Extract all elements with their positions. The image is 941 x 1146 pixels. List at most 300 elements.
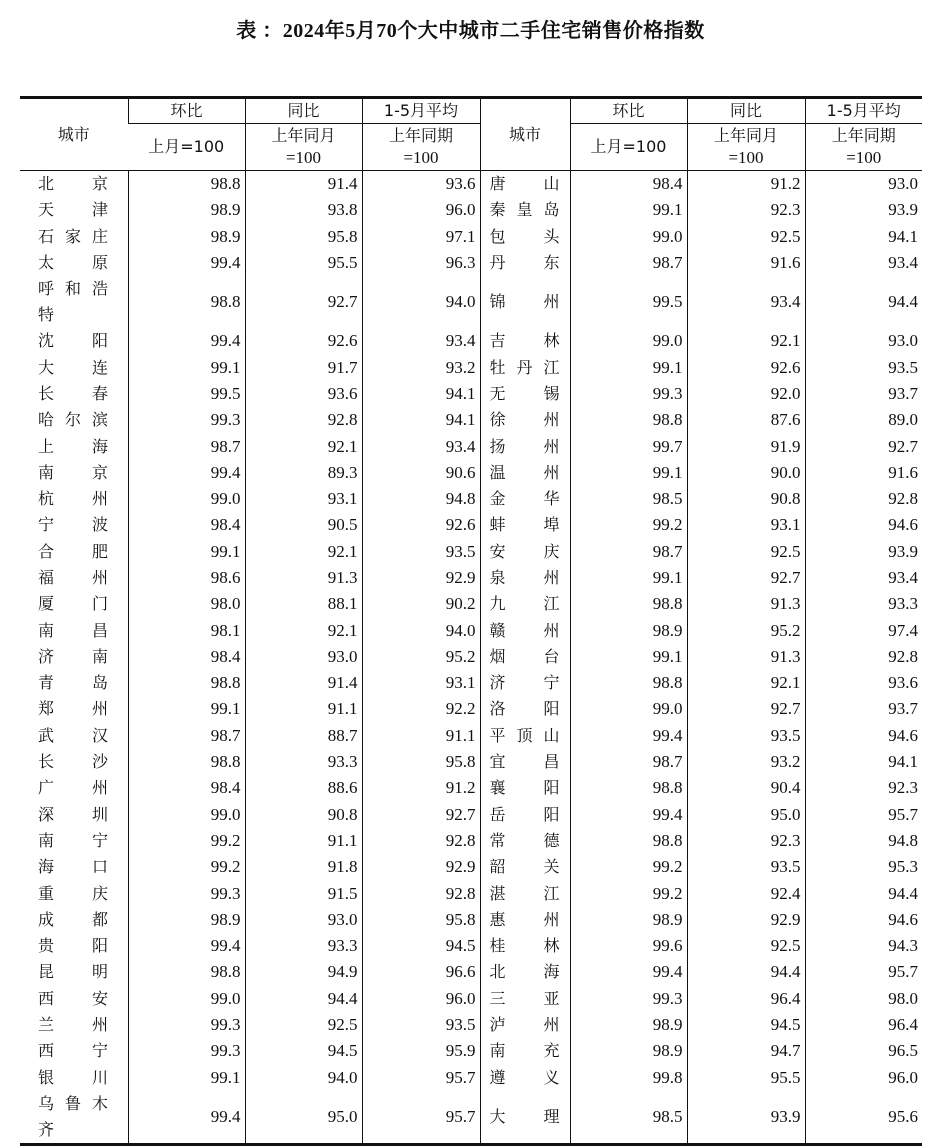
price-index-table	[20, 96, 922, 1146]
header-city-right: 城市	[480, 98, 570, 171]
avg-value: 94.6	[805, 723, 922, 749]
city-name: 上 海	[38, 436, 108, 456]
avg-value: 92.6	[362, 512, 480, 538]
yoy-value: 94.4	[687, 959, 805, 985]
mom-value: 99.0	[128, 486, 245, 512]
yoy-value: 95.0	[245, 1091, 362, 1145]
city-name: 常 德	[489, 830, 560, 850]
city-name-cell	[480, 197, 570, 223]
yoy-value: 92.5	[245, 1012, 362, 1038]
city-name-cell	[480, 381, 570, 407]
city-name: 徐 州	[489, 410, 560, 430]
city-name: 宜 昌	[489, 752, 560, 772]
avg-value: 93.9	[805, 197, 922, 223]
city-name-cell	[20, 591, 128, 617]
avg-value: 93.4	[805, 250, 922, 276]
yoy-value: 92.8	[245, 407, 362, 433]
mom-value: 98.7	[570, 539, 687, 565]
city-name-cell	[20, 907, 128, 933]
avg-value: 93.4	[362, 433, 480, 459]
avg-value: 95.7	[362, 1065, 480, 1091]
table-row	[20, 381, 922, 407]
yoy-value: 92.7	[245, 276, 362, 328]
city-name: 济 南	[38, 646, 108, 666]
city-name: 郑 州	[38, 699, 108, 719]
city-name: 南 充	[489, 1041, 560, 1061]
table-row	[20, 749, 922, 775]
yoy-value: 93.0	[245, 907, 362, 933]
city-name: 北 京	[38, 174, 108, 194]
city-name: 桂 林	[489, 936, 560, 956]
yoy-value: 92.5	[687, 933, 805, 959]
city-name: 温 州	[489, 462, 560, 482]
yoy-value: 94.9	[245, 959, 362, 985]
table-row	[20, 1012, 922, 1038]
table-row	[20, 328, 922, 354]
mom-value: 99.1	[570, 565, 687, 591]
mom-value: 99.0	[570, 696, 687, 722]
avg-value: 89.0	[805, 407, 922, 433]
yoy-value: 92.1	[687, 670, 805, 696]
city-name-cell	[480, 854, 570, 880]
avg-value: 95.3	[805, 854, 922, 880]
city-name-cell	[480, 802, 570, 828]
avg-value: 94.4	[805, 276, 922, 328]
yoy-value: 94.4	[245, 986, 362, 1012]
mom-value: 99.0	[570, 224, 687, 250]
city-name-cell	[480, 512, 570, 538]
city-name-cell	[20, 880, 128, 906]
mom-value: 99.2	[570, 512, 687, 538]
city-name: 贵 阳	[38, 936, 108, 956]
city-name-cell	[20, 381, 128, 407]
header-mom-base-right: 上月=100	[570, 124, 687, 171]
avg-value: 94.1	[805, 749, 922, 775]
city-name: 天 津	[38, 200, 108, 220]
mom-value: 98.9	[128, 224, 245, 250]
mom-value: 99.0	[570, 328, 687, 354]
yoy-value: 94.0	[245, 1065, 362, 1091]
table-row	[20, 617, 922, 643]
yoy-value: 93.3	[245, 933, 362, 959]
mom-value: 99.5	[128, 381, 245, 407]
yoy-value: 93.4	[687, 276, 805, 328]
city-name-cell	[480, 1065, 570, 1091]
avg-value: 95.7	[362, 1091, 480, 1145]
mom-value: 99.7	[570, 433, 687, 459]
avg-value: 92.8	[805, 486, 922, 512]
yoy-value: 95.8	[245, 224, 362, 250]
city-name-cell	[480, 276, 570, 328]
table-row	[20, 565, 922, 591]
yoy-value: 91.8	[245, 854, 362, 880]
yoy-value: 93.1	[245, 486, 362, 512]
city-name: 大 理	[489, 1106, 560, 1126]
city-name: 平 顶 山	[489, 725, 560, 745]
mom-value: 98.8	[570, 670, 687, 696]
city-name: 湛 江	[489, 883, 560, 903]
city-name-cell	[20, 775, 128, 801]
table-row	[20, 670, 922, 696]
mom-value: 99.1	[570, 644, 687, 670]
city-name: 吉 林	[489, 331, 560, 351]
yoy-value: 90.0	[687, 460, 805, 486]
city-name: 唐 山	[489, 174, 560, 194]
yoy-value: 95.0	[687, 802, 805, 828]
yoy-value: 91.4	[245, 670, 362, 696]
avg-value: 96.5	[805, 1038, 922, 1064]
table-row	[20, 1091, 922, 1145]
avg-value: 93.2	[362, 354, 480, 380]
avg-value: 92.3	[805, 775, 922, 801]
yoy-value: 92.1	[245, 539, 362, 565]
city-name-cell	[480, 171, 570, 198]
avg-value: 96.0	[362, 197, 480, 223]
avg-value: 93.4	[805, 565, 922, 591]
city-name: 洛 阳	[489, 699, 560, 719]
mom-value: 98.9	[570, 1038, 687, 1064]
city-name-cell	[20, 1038, 128, 1064]
yoy-value: 92.6	[245, 328, 362, 354]
city-name: 南 宁	[38, 830, 108, 850]
avg-value: 95.8	[362, 749, 480, 775]
mom-value: 99.3	[128, 1012, 245, 1038]
city-name: 安 庆	[489, 541, 560, 561]
city-name: 昆 明	[38, 962, 108, 982]
city-name: 杭 州	[38, 489, 108, 509]
mom-value: 99.1	[128, 696, 245, 722]
avg-value: 92.9	[362, 565, 480, 591]
mom-value: 98.9	[570, 1012, 687, 1038]
yoy-value: 91.7	[245, 354, 362, 380]
city-name-cell	[20, 171, 128, 198]
mom-value: 99.1	[570, 197, 687, 223]
city-name: 海 口	[38, 857, 108, 877]
mom-value: 98.8	[570, 407, 687, 433]
mom-value: 98.8	[570, 775, 687, 801]
city-name-cell	[480, 986, 570, 1012]
city-name-cell	[480, 723, 570, 749]
table-row	[20, 197, 922, 223]
table-row	[20, 539, 922, 565]
city-name-cell	[480, 828, 570, 854]
mom-value: 99.4	[570, 723, 687, 749]
table-row	[20, 512, 922, 538]
mom-value: 99.4	[128, 250, 245, 276]
mom-value: 99.8	[570, 1065, 687, 1091]
table-row	[20, 276, 922, 328]
city-name: 锦 州	[489, 292, 560, 312]
avg-value: 94.1	[362, 381, 480, 407]
avg-value: 96.0	[362, 986, 480, 1012]
avg-value: 93.5	[362, 539, 480, 565]
city-name-cell	[480, 591, 570, 617]
city-name-cell	[20, 460, 128, 486]
table-row	[20, 354, 922, 380]
table-row	[20, 696, 922, 722]
city-name: 西 宁	[38, 1041, 108, 1061]
city-name-cell	[20, 828, 128, 854]
avg-value: 95.9	[362, 1038, 480, 1064]
table-row	[20, 933, 922, 959]
avg-value: 93.3	[805, 591, 922, 617]
yoy-value: 92.7	[687, 565, 805, 591]
city-name-cell	[480, 696, 570, 722]
yoy-value: 92.4	[687, 880, 805, 906]
city-name-cell	[480, 933, 570, 959]
avg-value: 95.7	[805, 959, 922, 985]
city-name-cell	[480, 1012, 570, 1038]
header-yoy-right: 同比	[687, 98, 805, 124]
city-name-cell	[20, 197, 128, 223]
city-name: 武 汉	[38, 725, 108, 745]
yoy-value: 92.0	[687, 381, 805, 407]
avg-value: 91.1	[362, 723, 480, 749]
yoy-value: 88.7	[245, 723, 362, 749]
avg-value: 90.2	[362, 591, 480, 617]
header-yoy-base-left: 上年同月 =100	[245, 124, 362, 171]
mom-value: 98.6	[128, 565, 245, 591]
avg-value: 93.5	[805, 354, 922, 380]
city-name-cell	[20, 250, 128, 276]
mom-value: 98.7	[128, 723, 245, 749]
avg-value: 93.7	[805, 381, 922, 407]
table-row	[20, 986, 922, 1012]
mom-value: 98.9	[570, 907, 687, 933]
table-row	[20, 1065, 922, 1091]
table-row	[20, 171, 922, 198]
yoy-value: 88.1	[245, 591, 362, 617]
yoy-value: 91.4	[245, 171, 362, 198]
mom-value: 99.4	[128, 328, 245, 354]
avg-value: 94.5	[362, 933, 480, 959]
avg-value: 94.4	[805, 880, 922, 906]
yoy-value: 92.7	[687, 696, 805, 722]
avg-value: 93.4	[362, 328, 480, 354]
mom-value: 99.4	[570, 802, 687, 828]
table-body	[20, 171, 922, 1145]
table-row	[20, 907, 922, 933]
avg-value: 94.8	[805, 828, 922, 854]
city-name: 宁 波	[38, 515, 108, 535]
yoy-value: 93.8	[245, 197, 362, 223]
avg-value: 90.6	[362, 460, 480, 486]
yoy-value: 92.5	[687, 539, 805, 565]
city-name: 南 昌	[38, 620, 108, 640]
city-name-cell	[20, 512, 128, 538]
mom-value: 99.4	[128, 1091, 245, 1145]
yoy-value: 90.5	[245, 512, 362, 538]
city-name: 赣 州	[489, 620, 560, 640]
city-name: 西 安	[38, 988, 108, 1008]
mom-value: 98.5	[570, 1091, 687, 1145]
table-row	[20, 591, 922, 617]
mom-value: 98.7	[570, 749, 687, 775]
yoy-value: 95.5	[687, 1065, 805, 1091]
avg-value: 92.8	[362, 880, 480, 906]
avg-value: 93.5	[362, 1012, 480, 1038]
mom-value: 99.1	[128, 354, 245, 380]
mom-value: 98.8	[128, 959, 245, 985]
city-name: 沈 阳	[38, 331, 108, 351]
avg-value: 94.6	[805, 907, 922, 933]
city-name-cell	[20, 696, 128, 722]
header-mom-base-left: 上月=100	[128, 124, 245, 171]
yoy-value: 88.6	[245, 775, 362, 801]
yoy-value: 92.1	[245, 433, 362, 459]
avg-value: 98.0	[805, 986, 922, 1012]
mom-value: 99.3	[128, 1038, 245, 1064]
mom-value: 99.4	[128, 460, 245, 486]
mom-value: 98.4	[128, 644, 245, 670]
city-name-cell	[20, 539, 128, 565]
city-name: 牡 丹 江	[489, 357, 560, 377]
city-name: 银 川	[38, 1067, 108, 1087]
mom-value: 99.1	[128, 539, 245, 565]
mom-value: 98.1	[128, 617, 245, 643]
city-name-cell	[20, 854, 128, 880]
mom-value: 98.8	[128, 670, 245, 696]
city-name: 长 沙	[38, 752, 108, 772]
yoy-value: 92.3	[687, 828, 805, 854]
yoy-value: 87.6	[687, 407, 805, 433]
city-name-cell	[480, 433, 570, 459]
mom-value: 98.4	[128, 512, 245, 538]
city-name-cell	[20, 486, 128, 512]
header-mom-right: 环比	[570, 98, 687, 124]
header-avg-base-right: 上年同期 =100	[805, 124, 922, 171]
yoy-value: 91.5	[245, 880, 362, 906]
mom-value: 98.5	[570, 486, 687, 512]
city-name-cell	[20, 354, 128, 380]
city-name: 泉 州	[489, 568, 560, 587]
avg-value: 96.4	[805, 1012, 922, 1038]
avg-value: 97.4	[805, 617, 922, 643]
mom-value: 98.9	[570, 617, 687, 643]
city-name: 遵 义	[489, 1067, 560, 1087]
header-yoy-left: 同比	[245, 98, 362, 124]
city-name: 长 春	[38, 383, 108, 403]
city-name-cell	[480, 539, 570, 565]
city-name: 青 岛	[38, 673, 108, 693]
mom-value: 99.3	[570, 381, 687, 407]
avg-value: 93.9	[805, 539, 922, 565]
mom-value: 99.2	[128, 828, 245, 854]
table-row	[20, 802, 922, 828]
city-name-cell	[480, 250, 570, 276]
city-name-cell	[480, 959, 570, 985]
city-name: 秦 皇 岛	[489, 200, 560, 220]
city-name: 北 海	[489, 962, 560, 982]
avg-value: 94.0	[362, 617, 480, 643]
avg-value: 92.8	[805, 644, 922, 670]
avg-value: 93.0	[805, 328, 922, 354]
mom-value: 99.4	[128, 933, 245, 959]
yoy-value: 93.0	[245, 644, 362, 670]
mom-value: 99.2	[570, 854, 687, 880]
city-name-cell	[480, 328, 570, 354]
table-title: 表 ：2024年5月70个大中城市二手住宅销售价格指数	[236, 20, 705, 42]
mom-value: 99.3	[128, 880, 245, 906]
city-name-cell	[20, 644, 128, 670]
city-name-cell	[480, 565, 570, 591]
city-name-cell	[20, 1091, 128, 1145]
city-name: 韶 关	[489, 857, 560, 877]
city-name-cell	[480, 407, 570, 433]
header-avg-base-left: 上年同期 =100	[362, 124, 480, 171]
yoy-value: 95.2	[687, 617, 805, 643]
city-name: 泸 州	[489, 1015, 560, 1035]
table-row	[20, 433, 922, 459]
city-name-cell	[20, 433, 128, 459]
mom-value: 98.0	[128, 591, 245, 617]
city-name: 太 原	[38, 253, 108, 273]
city-name: 济 宁	[489, 673, 560, 693]
avg-value: 93.1	[362, 670, 480, 696]
yoy-value: 90.4	[687, 775, 805, 801]
yoy-value: 92.9	[687, 907, 805, 933]
city-name-cell	[480, 460, 570, 486]
mom-value: 98.8	[128, 276, 245, 328]
yoy-value: 92.6	[687, 354, 805, 380]
avg-value: 95.2	[362, 644, 480, 670]
yoy-value: 90.8	[687, 486, 805, 512]
header-avg-left: 1-5月平均	[362, 98, 480, 124]
mom-value: 98.4	[570, 171, 687, 198]
avg-value: 92.7	[805, 433, 922, 459]
yoy-value: 91.6	[687, 250, 805, 276]
city-name-cell	[20, 276, 128, 328]
mom-value: 99.3	[570, 986, 687, 1012]
city-name: 成 都	[38, 909, 108, 929]
city-name-cell	[20, 959, 128, 985]
city-name: 包 头	[489, 226, 560, 246]
city-name: 襄 阳	[489, 778, 560, 798]
mom-value: 99.1	[570, 460, 687, 486]
yoy-value: 96.4	[687, 986, 805, 1012]
mom-value: 98.8	[128, 749, 245, 775]
mom-value: 99.1	[128, 1065, 245, 1091]
yoy-value: 91.2	[687, 171, 805, 198]
yoy-value: 91.9	[687, 433, 805, 459]
yoy-value: 89.3	[245, 460, 362, 486]
mom-value: 99.2	[570, 880, 687, 906]
city-name: 乌 鲁 木 齐	[38, 1093, 108, 1139]
mom-value: 98.8	[128, 171, 245, 198]
city-name: 福 州	[38, 568, 108, 587]
city-name-cell	[480, 670, 570, 696]
city-name: 深 圳	[38, 804, 108, 824]
avg-value: 93.6	[362, 171, 480, 198]
city-name: 石 家 庄	[38, 226, 108, 246]
yoy-value: 90.8	[245, 802, 362, 828]
city-name: 厦 门	[38, 594, 108, 614]
city-name-cell	[480, 617, 570, 643]
mom-value: 98.7	[570, 250, 687, 276]
avg-value: 96.3	[362, 250, 480, 276]
city-name: 无 锡	[489, 383, 560, 403]
avg-value: 94.1	[805, 224, 922, 250]
city-name-cell	[480, 1038, 570, 1064]
city-name: 合 肥	[38, 541, 108, 561]
city-name-cell	[20, 933, 128, 959]
city-name: 哈 尔 滨	[38, 410, 108, 430]
mom-value: 98.7	[128, 433, 245, 459]
yoy-value: 92.3	[687, 197, 805, 223]
avg-value: 94.0	[362, 276, 480, 328]
avg-value: 93.0	[805, 171, 922, 198]
mom-value: 99.5	[570, 276, 687, 328]
